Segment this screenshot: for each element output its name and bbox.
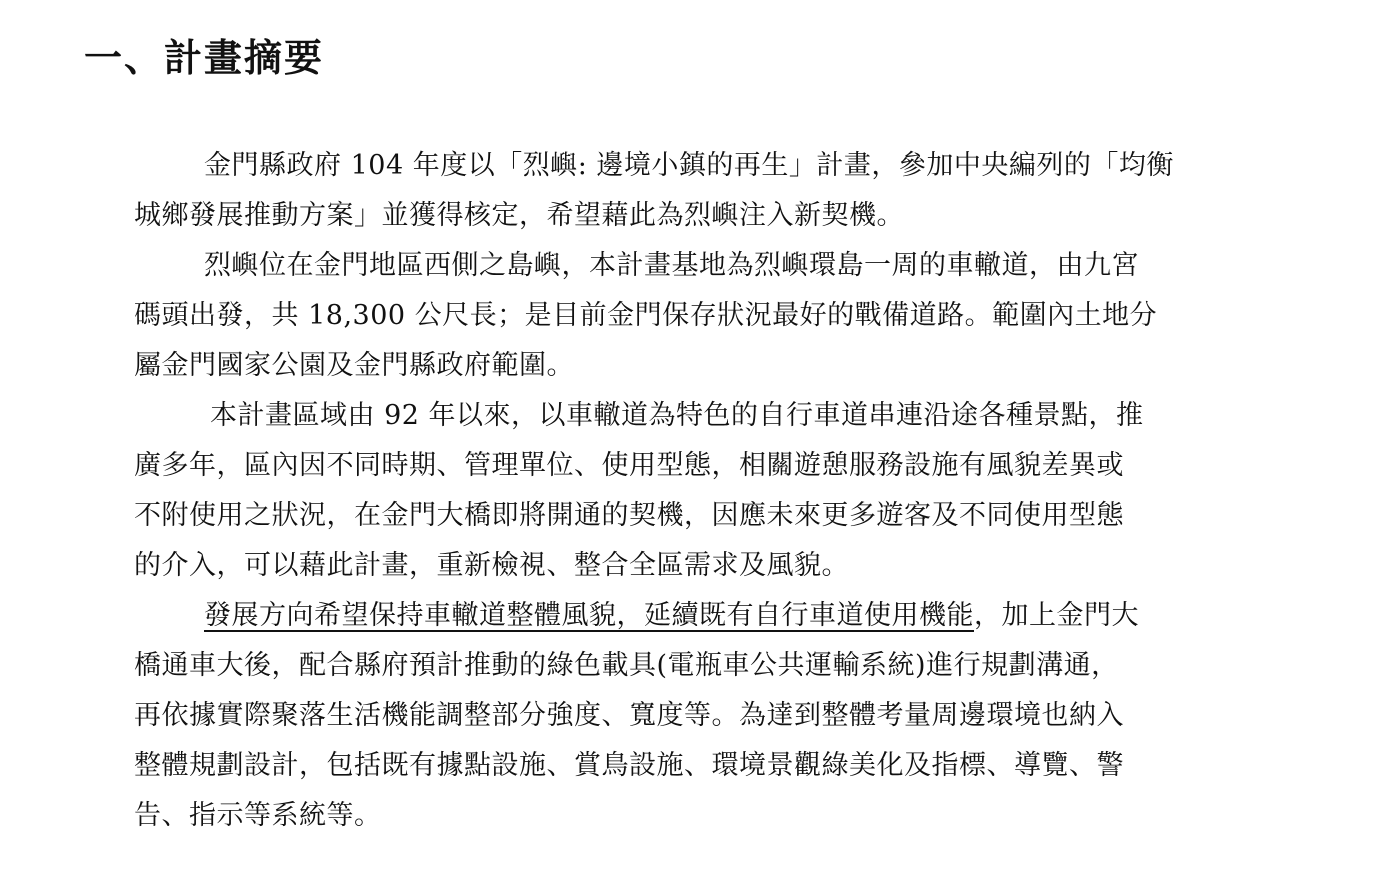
paragraph-4-line-2: 橋通車大後，配合縣府預計推動的綠色載具(電瓶車公共運輸系統)進行規劃溝通，	[134, 650, 1119, 681]
paragraph-4-line-1	[204, 598, 1139, 634]
paragraph-4-line-4: 整體規劃設計，包括既有據點設施、賞鳥設施、環境景觀綠美化及指標、導覽、警	[134, 750, 1124, 781]
paragraph-3-line-2: 廣多年，區內因不同時期、管理單位、使用型態，相關遊憩服務設施有風貌差異或	[134, 450, 1124, 481]
paragraph-2-line-2: 碼頭出發，共 18,300 公尺長；是目前金門保存狀況最好的戰備道路。範圍內土地分	[134, 300, 1158, 331]
section-heading: 一、計畫摘要	[84, 36, 325, 80]
paragraph-2-line-3: 屬金門國家公園及金門縣政府範圍。	[134, 350, 574, 381]
paragraph-4-line-5: 告、指示等系統等。	[134, 800, 382, 831]
paragraph-3-line-3: 不附使用之狀況，在金門大橋即將開通的契機，因應未來更多遊客及不同使用型態	[134, 500, 1124, 531]
underlined-phrase: 發展方向希望保持車轍道整體風貌，延續既有自行車道使用機能	[204, 600, 974, 631]
paragraph-4-line-1-rest: ，加上金門大	[974, 600, 1139, 631]
paragraph-3-line-1: 本計畫區域由 92 年以來，以車轍道為特色的自行車道串連沿途各種景點，推	[210, 400, 1144, 431]
paragraph-2-line-1: 烈嶼位在金門地區西側之島嶼，本計畫基地為烈嶼環島一周的車轍道，由九宮	[204, 250, 1139, 281]
paragraph-3-line-4: 的介入，可以藉此計畫，重新檢視、整合全區需求及風貌。	[134, 550, 849, 581]
paragraph-1-line-2: 城鄉發展推動方案」並獲得核定，希望藉此為烈嶼注入新契機。	[134, 200, 904, 231]
paragraph-4-line-3: 再依據實際聚落生活機能調整部分強度、寬度等。為達到整體考量周邊環境也納入	[134, 700, 1124, 731]
paragraph-1-line-1: 金門縣政府 104 年度以「烈嶼: 邊境小鎮的再生」計畫，參加中央編列的「均衡	[204, 150, 1174, 181]
